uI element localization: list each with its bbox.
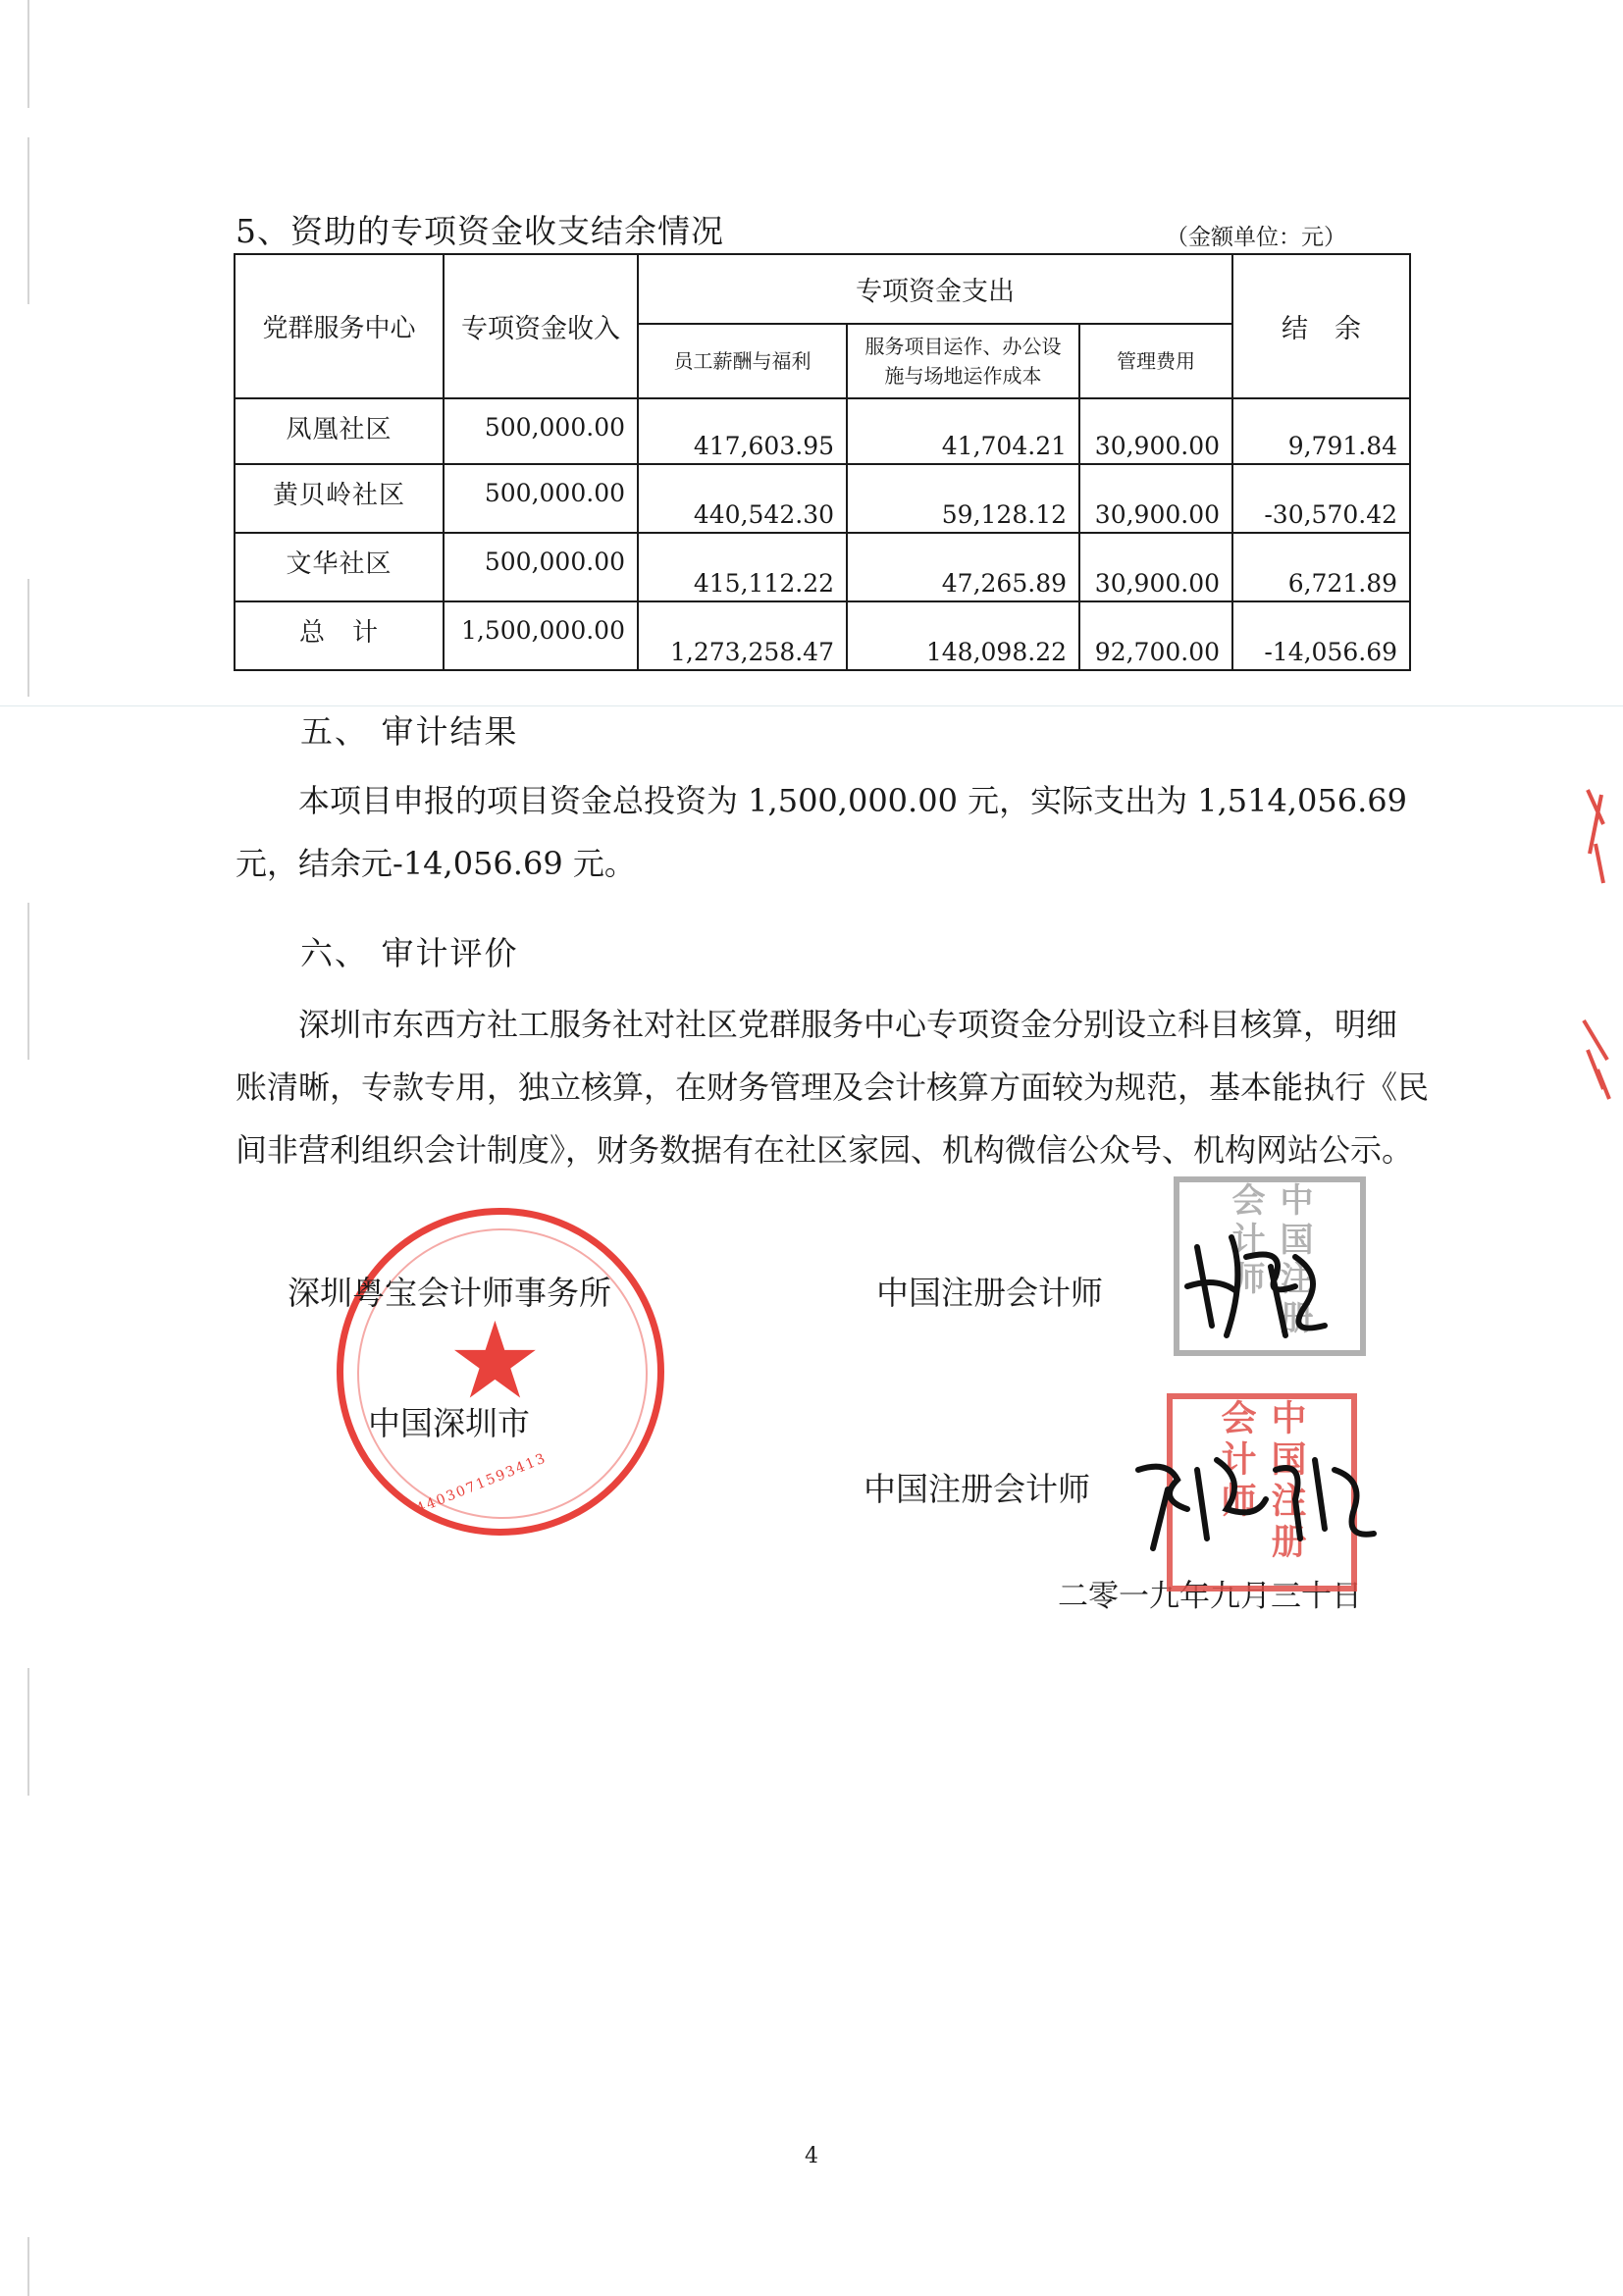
cell-center: 凤凰社区 — [235, 398, 444, 464]
cell-mgmt: 30,900.00 — [1079, 398, 1232, 464]
page-number: 4 — [805, 2144, 818, 2168]
audit-evaluation-line3: 间非营利组织会计制度》，财务数据有在社区家园、机构微信公众号、机构网站公示。 — [236, 1131, 1414, 1169]
cell-income-total: 1,500,000.00 — [444, 601, 638, 670]
scan-edge-line — [27, 0, 29, 108]
audit-evaluation-line2: 账清晰，专款专用，独立核算，在财务管理及会计核算方面较为规范，基本能执行《民 — [236, 1069, 1430, 1106]
cpa-signature-1 — [1178, 1218, 1344, 1355]
unit-note: （金额单位：元） — [1166, 225, 1346, 250]
audit-result-text — [236, 769, 1423, 895]
cell-balance-total: -14,056.69 — [1232, 601, 1410, 670]
table-row — [235, 464, 1410, 533]
scan-edge-line — [27, 579, 29, 697]
header-project-line1: 服务项目运作、办公设 — [864, 335, 1062, 358]
firm-seal-stamp — [337, 1208, 664, 1536]
table-header-row — [235, 254, 1410, 324]
cpa-signature-2 — [1128, 1440, 1384, 1558]
scan-edge-line — [27, 1668, 29, 1796]
table-total-row — [235, 601, 1410, 670]
audit-evaluation-line1: 深圳市东西方社工服务社对社区党群服务中心专项资金分别设立科目核算，明细 — [298, 1006, 1398, 1043]
header-project-line2: 施与场地运作成本 — [884, 364, 1042, 388]
header-income: 专项资金收入 — [444, 254, 638, 398]
signing-date: 二零一九年九月三十日 — [1058, 1579, 1362, 1614]
scan-edge-line — [27, 137, 29, 304]
cell-balance: 9,791.84 — [1232, 398, 1410, 464]
audit-evaluation-heading: 六、 审计评价 — [300, 934, 519, 972]
header-project-cost — [847, 324, 1079, 398]
header-mgmt: 管理费用 — [1079, 324, 1232, 398]
audit-result-line1: 本项目申报的项目资金总投资为 1,500,000.00 元，实际支出为 1,514,056.69 — [298, 782, 1408, 819]
table-row — [235, 398, 1410, 464]
cell-balance: 6,721.89 — [1232, 533, 1410, 601]
cell-salary: 415,112.22 — [638, 533, 847, 601]
scan-edge-line — [27, 903, 29, 1060]
cell-mgmt: 30,900.00 — [1079, 533, 1232, 601]
audit-result-heading: 五、 审计结果 — [300, 712, 519, 751]
cell-center-total: 总 计 — [235, 601, 444, 670]
cell-project: 59,128.12 — [847, 464, 1079, 533]
audit-result-line2: 元，结余元-14,056.69 元。 — [236, 845, 636, 882]
cell-salary-total: 1,273,258.47 — [638, 601, 847, 670]
star-icon: ★ — [447, 1300, 543, 1423]
cell-balance: -30,570.42 — [1232, 464, 1410, 533]
fund-balance-table — [234, 253, 1411, 671]
cell-mgmt-total: 92,700.00 — [1079, 601, 1232, 670]
firm-name: 深圳粤宝会计师事务所 — [288, 1274, 611, 1312]
cell-project: 47,265.89 — [847, 533, 1079, 601]
header-balance: 结 余 — [1232, 254, 1410, 398]
cell-salary: 440,542.30 — [638, 464, 847, 533]
cell-income: 500,000.00 — [444, 464, 638, 533]
cell-mgmt: 30,900.00 — [1079, 464, 1232, 533]
header-expense-group: 专项资金支出 — [638, 254, 1232, 324]
cpa-seal-1-text: 中国注册会计师 — [1226, 1182, 1313, 1339]
cell-center: 文华社区 — [235, 533, 444, 601]
header-salary: 员工薪酬与福利 — [638, 324, 847, 398]
header-center: 党群服务中心 — [235, 254, 444, 398]
scan-edge-line — [27, 2237, 29, 2296]
scan-fold-line — [0, 705, 1623, 706]
edge-seal-fragment — [1584, 785, 1607, 893]
section-title: 5、资助的专项资金收支结余情况 — [236, 212, 724, 250]
cell-income: 500,000.00 — [444, 533, 638, 601]
cpa-seal-2-text: 中国注册会计师 — [1216, 1399, 1307, 1564]
edge-seal-fragment — [1578, 1011, 1613, 1104]
cell-project-total: 148,098.22 — [847, 601, 1079, 670]
cell-center: 黄贝岭社区 — [235, 464, 444, 533]
cell-project: 41,704.21 — [847, 398, 1079, 464]
firm-city: 中国深圳市 — [368, 1404, 530, 1442]
cell-income: 500,000.00 — [444, 398, 638, 464]
cell-salary: 417,603.95 — [638, 398, 847, 464]
table-row — [235, 533, 1410, 601]
cpa-label-2: 中国注册会计师 — [864, 1470, 1090, 1508]
firm-seal-code: 4403071593413 — [414, 1450, 550, 1517]
cpa-label-1: 中国注册会计师 — [876, 1274, 1103, 1312]
audit-evaluation-text — [236, 993, 1430, 1181]
